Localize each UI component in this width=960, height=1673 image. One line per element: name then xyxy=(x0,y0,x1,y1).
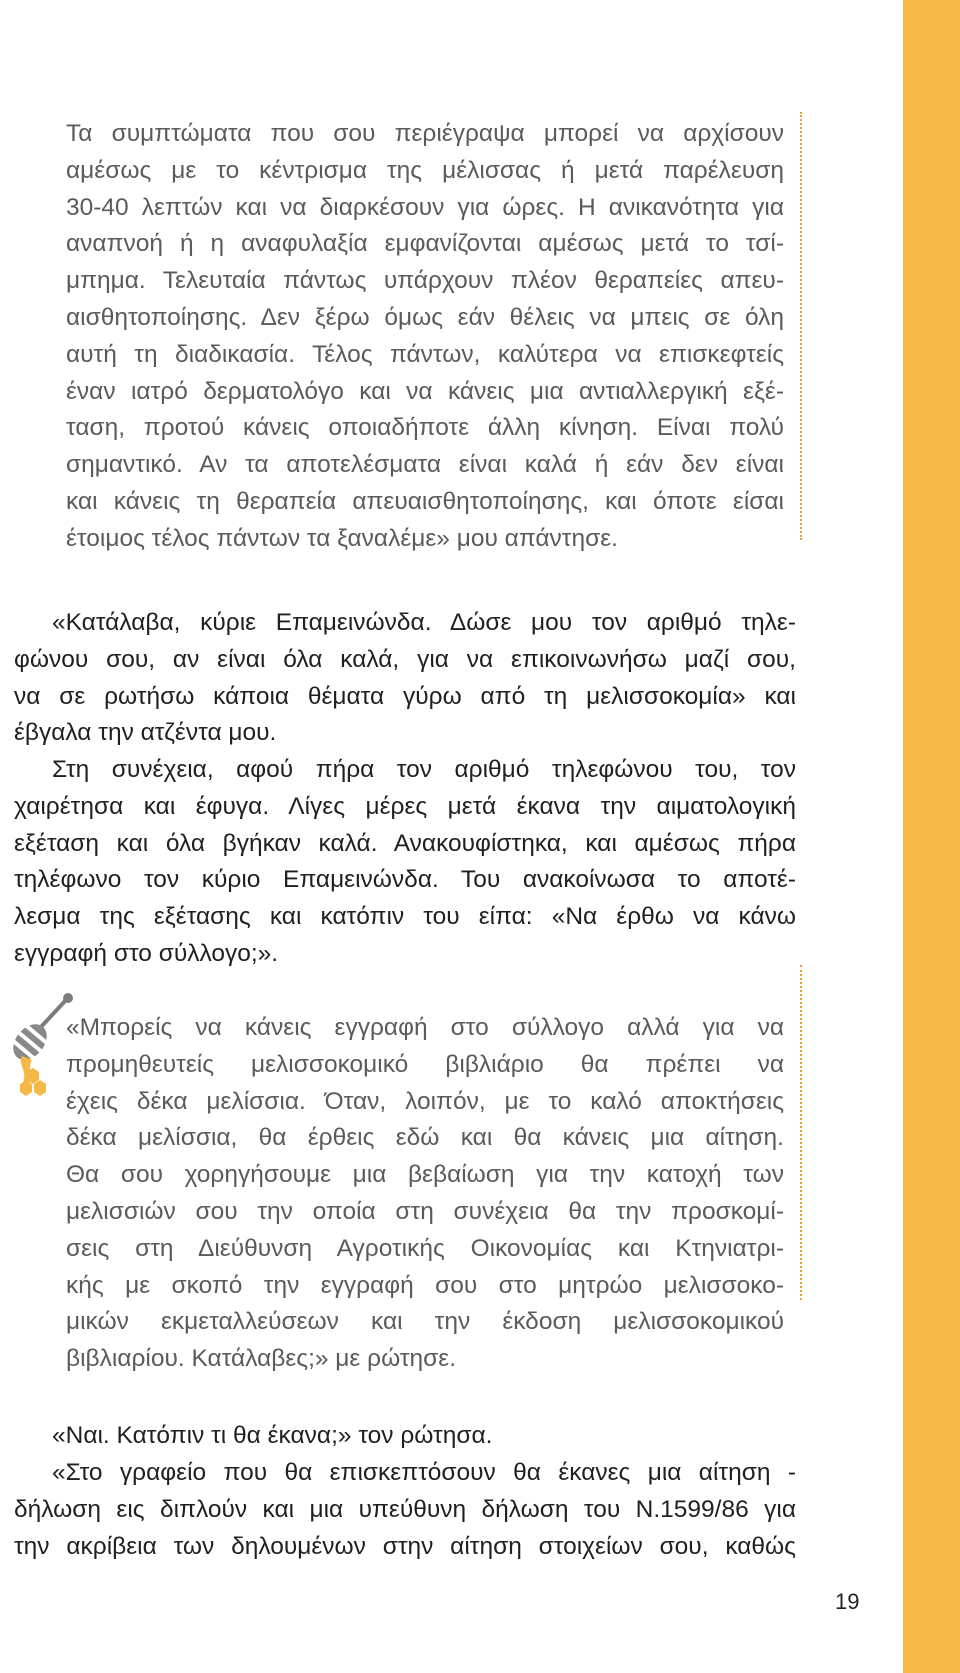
text-line: έτοιμος τέλος πάντων τα ξαναλέμε» μου απάντησε. xyxy=(66,524,618,552)
box1-dotted-rule xyxy=(800,112,802,540)
text-line: «Στο γραφείο που θα επισκεπτόσουν θα έκανες μια αίτηση - xyxy=(52,1459,796,1486)
text-line: έχεις δέκα μελίσσια. Όταν, λοιπόν, με το καλό αποκτήσεις xyxy=(66,1087,784,1115)
text-line: δήλωση εις διπλούν και μια υπεύθυνη δήλωση του Ν.1599/86 για xyxy=(14,1495,796,1523)
text-line: μελισσιών σου την οποία στη συνέχεια θα την προσκομί- xyxy=(66,1197,784,1225)
text-line: σημαντικό. Αν τα αποτελέσματα είναι καλά ή εάν δεν είναι xyxy=(66,451,784,479)
page-edge-band xyxy=(903,0,960,1673)
text-line: και κάνεις τη θεραπεία απευαισθητοποίησης, και όποτε είσαι xyxy=(66,487,784,515)
text-line: βιβλιαρίου. Κατάλαβες;» με ρώτησε. xyxy=(66,1345,457,1373)
text-line: να σε ρωτήσω κάποια θέματα γύρω από τη μελισσοκομία» και xyxy=(14,682,796,710)
text-line: Θα σου χορηγήσουμε μια βεβαίωση για την κατοχή των xyxy=(66,1161,784,1189)
paragraph-2 xyxy=(14,752,796,973)
text-line: «Μπορείς να κάνεις εγγραφή στο σύλλογο αλλά για να xyxy=(66,1014,784,1041)
text-line: λεσμα της εξέτασης και κατόπιν του είπα: «Να έρθω να κάνω xyxy=(14,903,796,931)
text-line: τηλέφωνο τον κύριο Επαμεινώνδα. Του ανακοίνωσα το αποτέ- xyxy=(14,866,796,894)
text-line: αυτή τη διαδικασία. Τέλος πάντων, καλύτερα να επισκεφτείς xyxy=(66,340,784,368)
text-line: την ακρίβεια των δηλουμένων στην αίτηση στοιχείων σου, καθώς xyxy=(14,1532,796,1560)
text-line: έναν ιατρό δερματολόγο και να κάνεις μια αντιαλλεργική εξέ- xyxy=(66,377,784,405)
text-line: Στη συνέχεια, αφού πήρα τον αριθμό τηλεφώνου του, τον xyxy=(52,756,796,783)
text-line: αμέσως με το κέντρισμα της μέλισσας ή μετά παρέλευση xyxy=(66,156,784,184)
text-line: «Ναι. Κατόπιν τι θα έκανα;» τον ρώτησα. xyxy=(52,1422,493,1449)
text-line: 30-40 λεπτών και να διαρκέσουν για ώρες. Η ανικανότητα για xyxy=(66,193,784,221)
text-line: δέκα μελίσσια, θα έρθεις εδώ και θα κάνεις μια αίτηση. xyxy=(66,1124,784,1152)
text-line: ταση, προτού κάνεις οποιαδήποτε άλλη κίνηση. Είναι πολύ xyxy=(66,414,784,442)
paragraph-3 xyxy=(14,1418,796,1455)
text-line: κής με σκοπό την εγγραφή σου στο μητρώο μελισσοκο- xyxy=(66,1271,784,1299)
text-line: «Κατάλαβα, κύριε Επαμεινώνδα. Δώσε μου τον αριθμό τηλε- xyxy=(52,609,796,636)
text-line: μπημα. Τελευταία πάντως υπάρχουν πλέον θεραπείες απευ- xyxy=(66,267,784,295)
text-line: σεις στη Διεύθυνση Αγροτικής Οικονομίας και Κτηνιατρι- xyxy=(66,1234,784,1262)
paragraph-1 xyxy=(14,605,796,752)
text-line: προμηθευτείς μελισσοκομικό βιβλιάριο θα πρέπει να xyxy=(66,1050,784,1078)
text-line: χαιρέτησα και έφυγα. Λίγες μέρες μετά έκανα την αιματολογική xyxy=(14,792,796,820)
box1-text xyxy=(66,116,784,558)
box2-dotted-rule xyxy=(800,965,802,1300)
page-number: 19 xyxy=(835,1589,860,1614)
paragraph-4 xyxy=(14,1455,796,1565)
text-line: Τα συμπτώματα που σου περιέγραψα μπορεί να αρχίσουν xyxy=(66,120,784,147)
text-line: αναπνοή ή η αναφυλαξία εμφανίζονται αμέσως μετά το τσί- xyxy=(66,230,784,258)
text-line: έβγαλα την ατζέντα μου. xyxy=(14,719,277,747)
text-line: αισθητοποίησης. Δεν ξέρω όμως εάν θέλεις να μπεις σε όλη xyxy=(66,303,784,331)
text-line: εξέταση και όλα βγήκαν καλά. Ανακουφίστηκα, και αμέσως πήρα xyxy=(14,829,796,857)
text-line: μικών εκμεταλλεύσεων και την έκδοση μελισσοκομικού xyxy=(66,1308,784,1336)
text-line: εγγραφή στο σύλλογο;». xyxy=(14,939,279,967)
box2-text xyxy=(66,1010,784,1378)
text-line: φώνου σου, αν είναι όλα καλά, για να επικοινωνήσω μαζί σου, xyxy=(14,645,796,673)
